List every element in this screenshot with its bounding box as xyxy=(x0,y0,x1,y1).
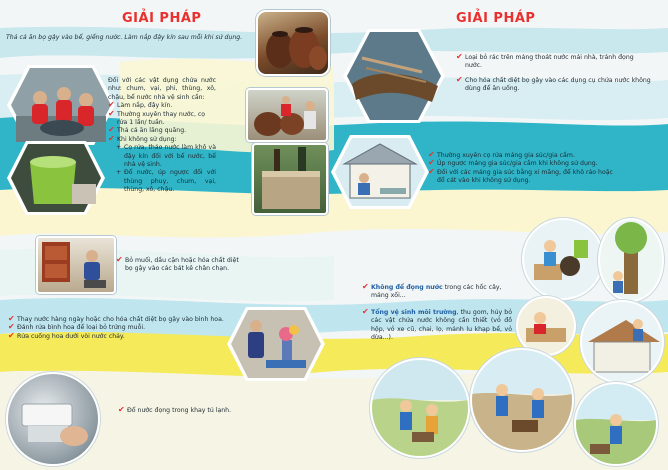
gutter-illustration xyxy=(582,302,662,382)
tree-hollow-circle-photo xyxy=(598,218,664,302)
tree-illustration xyxy=(600,220,662,300)
left-block3-item: ✔ Thay nước hàng ngày hoặc cho hóa chất diệt bọ gậy vào bình hoa. xyxy=(8,314,224,323)
backyard-containers-circle-photo xyxy=(522,218,604,300)
cleanup-circle-photo-1 xyxy=(370,358,470,458)
right-block3-item: ✔ Không để đọng nước trong các hốc cây, máng xối... xyxy=(362,282,502,300)
check-icon: ✔ xyxy=(108,100,115,110)
check-icon: ✔ xyxy=(456,52,463,61)
left-block3-text xyxy=(8,316,228,341)
check-icon: ✔ xyxy=(428,158,435,168)
left-block4-text xyxy=(118,407,298,415)
pots-illustration xyxy=(248,90,326,140)
cleanup-illustration-3 xyxy=(576,384,656,464)
left-intro-text: Thả cá ăn bọ gậy vào bể, giếng nước. Làm nắp đậy kín sau mỗi khi sử dụng. xyxy=(6,34,243,41)
right-block4-text xyxy=(362,309,512,343)
left-block1-heading: Đối với các vật dụng chứa nước như: chum, vại, phi, thùng, xô, chậu, bể nước nhà vệ sinh cần: xyxy=(108,77,216,101)
watering-circle-photo xyxy=(516,296,576,356)
left-block1-item: ✔ Thả cá ăn lăng quăng. xyxy=(108,125,187,135)
right-block2-item: ✔ Thường xuyên cọ rửa máng gia súc/gia cầm. xyxy=(428,150,575,159)
check-icon: ✔ xyxy=(108,133,115,143)
check-icon: ✔ xyxy=(428,166,435,176)
left-block1-item: ✔ Khi không sử dụng: xyxy=(108,133,177,143)
left-title: GIẢI PHÁP xyxy=(122,11,202,26)
right-block3-text xyxy=(362,284,510,301)
check-icon: ✔ xyxy=(456,74,463,84)
water-jars-photo xyxy=(256,10,330,76)
watering-illustration xyxy=(518,298,574,354)
check-icon: ✔ xyxy=(8,322,15,332)
cupboard-woman-photo xyxy=(36,236,116,294)
jars-illustration xyxy=(258,12,328,74)
pots-cleaning-photo xyxy=(246,88,328,142)
left-block2-item: ✔ Bỏ muối, dầu cặn hoặc hóa chất diệt bọ gậy vào các bát kê chân chạn. xyxy=(116,255,239,273)
right-block2-text xyxy=(428,152,618,186)
green-tub-hex-photo xyxy=(6,140,106,216)
left-block1-subitem: + Đổ nước, úp ngược đối với thùng phuy, chum, vại, thùng, xô, chậu. xyxy=(108,169,216,194)
water-tank-photo xyxy=(252,143,328,215)
check-icon: ✔ xyxy=(362,307,369,316)
cleanup-circle-photo-2 xyxy=(470,348,574,452)
check-icon: ✔ xyxy=(118,405,125,414)
gutter-cleaning-circle-photo xyxy=(580,300,664,384)
check-icon: ✔ xyxy=(362,282,369,291)
volunteers-hex-photo xyxy=(6,64,116,146)
left-block1-subitem: + Cọ rửa, tháo nước làm khô và đậy kín đối với bể nước, bể nhà vệ sinh. xyxy=(108,144,216,169)
tank-illustration xyxy=(254,145,326,213)
left-block1-text xyxy=(108,77,216,195)
right-block1-item: ✔ Loại bỏ rác trên máng thoát nước mái nhà, tránh đọng nước. xyxy=(456,52,634,70)
left-block3-item: ✔ Rửa cuống hoa dưới vòi nước chảy. xyxy=(8,330,125,340)
right-block2-item: ✔ Đối với các máng gia súc bằng xi măng, để khô ráo hoặc đổ cát vào khi không sử dụng. xyxy=(428,166,613,185)
fridge-tray-circle-photo xyxy=(6,372,100,466)
right-block2-item: ✔ Úp ngược máng gia súc/gia cầm khi không sử dụng. xyxy=(428,158,598,168)
check-icon: ✔ xyxy=(428,150,435,159)
left-block1-item: ✔ Làm nắp, đậy kín. xyxy=(108,100,173,110)
check-icon: ✔ xyxy=(8,330,15,340)
cleanup-circle-photo-3 xyxy=(574,382,658,466)
fridge-tray-illustration xyxy=(8,374,98,464)
backyard-illustration xyxy=(524,220,602,298)
flower-vase-hex-photo xyxy=(226,306,326,382)
cleanup-illustration-1 xyxy=(372,360,468,456)
left-block1-item: ✔ Thường xuyên thay nước, cọ rửa 1 lần/ tuần. xyxy=(108,108,206,127)
check-icon: ✔ xyxy=(8,314,15,323)
gutter-debris-hex-photo xyxy=(342,28,446,124)
right-block1-text xyxy=(456,54,652,94)
right-block1-item: ✔ Cho hóa chất diệt bọ gậy vào các dụng cụ chứa nước không dùng để ăn uống. xyxy=(456,74,651,93)
cleanup-illustration-2 xyxy=(472,350,572,450)
left-block4-item: ✔ Đổ nước đọng trong khay tủ lạnh. xyxy=(118,405,232,414)
right-title: GIẢI PHÁP xyxy=(456,11,536,26)
check-icon: ✔ xyxy=(108,125,115,135)
check-icon: ✔ xyxy=(108,108,115,118)
cupboard-illustration xyxy=(38,238,114,292)
check-icon: ✔ xyxy=(116,255,123,264)
left-block2-text xyxy=(116,257,240,274)
right-block4-item: ✔ Tổng vệ sinh môi trường, thu gom, hủy bỏ các vật chứa nước không cần thiết (vỏ đồ hộp, vỏ xe cũ, chai, lọ, mảnh lu khạp bể, vỏ dừa...). xyxy=(362,307,512,342)
left-block3-item: ✔ Đánh rửa bình hoa để loại bỏ trứng muỗi. xyxy=(8,322,146,332)
livestock-trough-hex-photo xyxy=(330,134,430,210)
